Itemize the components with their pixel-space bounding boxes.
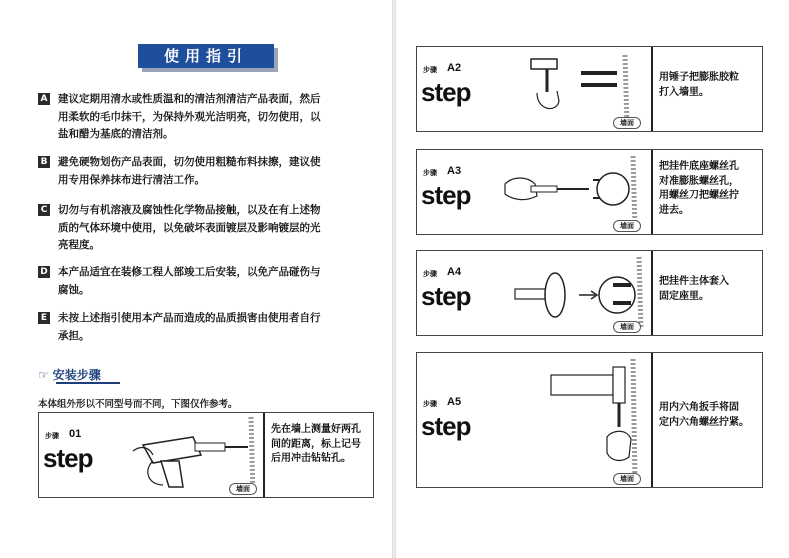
step-label bbox=[39, 413, 121, 497]
item-line: 用柔软的毛巾抹干，为保持外观光洁明亮，切勿使用，以 bbox=[58, 110, 321, 123]
desc-line: 把挂件主体套入 bbox=[659, 276, 729, 287]
step-description bbox=[651, 353, 762, 487]
step-mini-label: 步骤 bbox=[45, 432, 59, 440]
item-line: 腐蚀。 bbox=[58, 283, 90, 296]
item-line: 盐和醋为基底的清洁剂。 bbox=[58, 128, 174, 140]
desc-line: 固定座里。 bbox=[659, 290, 709, 302]
guideline-item-d bbox=[38, 264, 378, 299]
item-line: 未按上述指引使用本产品而造成的品质损害由使用者自行 bbox=[58, 312, 321, 324]
guideline-item-e bbox=[38, 310, 378, 345]
item-letter: E bbox=[38, 312, 50, 324]
desc-line: 定内六角螺丝拧紧。 bbox=[659, 416, 749, 428]
desc-line: 用螺丝刀把螺丝拧 bbox=[659, 190, 739, 201]
step-label bbox=[417, 251, 499, 335]
item-line: 质的气体环境中使用，以免破坏表面镀层及影响镀层的光 bbox=[58, 221, 321, 234]
heading-underline bbox=[56, 382, 120, 384]
step-word: step bbox=[421, 411, 471, 441]
desc-line: 间的距离，标上记号 bbox=[271, 438, 361, 450]
item-letter: C bbox=[38, 204, 50, 216]
item-line: 建议定期用清水或性质温和的清洁剂清洁产品表面，然后 bbox=[58, 93, 321, 105]
wall-label: 墙面 bbox=[613, 321, 641, 333]
step-mini-label: 步骤 bbox=[423, 66, 437, 74]
desc-line: 对准膨胀螺丝孔， bbox=[659, 175, 739, 187]
step-mini-label: 步骤 bbox=[423, 169, 437, 177]
step-number: A5 bbox=[447, 396, 462, 408]
desc-line: 用锤子把膨胀胶粒 bbox=[659, 72, 739, 83]
item-line: 本产品适宜在装修工程人部竣工后安装，以免产品碰伤与 bbox=[58, 266, 321, 278]
desc-line: 先在墙上测量好两孔 bbox=[271, 424, 361, 435]
item-line: 亮程度。 bbox=[58, 239, 100, 251]
wall-label: 墙面 bbox=[229, 483, 257, 495]
desc-line: 打入墙里。 bbox=[659, 86, 709, 98]
left-page bbox=[0, 0, 392, 558]
step-a3-box bbox=[416, 149, 763, 235]
step-number: 01 bbox=[69, 428, 82, 440]
step-a4-box bbox=[416, 250, 763, 336]
screwdriver-illustration bbox=[501, 154, 649, 230]
step-word: step bbox=[421, 180, 471, 210]
hex-key-illustration bbox=[547, 357, 651, 483]
desc-line: 后用冲击钻钻孔。 bbox=[271, 453, 351, 464]
step-word: step bbox=[421, 77, 471, 107]
step-word: step bbox=[43, 443, 93, 473]
page-title: 使用指引 bbox=[138, 44, 274, 68]
pointing-hand-icon: ☞ bbox=[38, 368, 49, 382]
wall-label: 墙面 bbox=[613, 220, 641, 232]
step-description bbox=[263, 413, 373, 497]
step-label bbox=[417, 150, 499, 234]
step-a2-box bbox=[416, 46, 763, 132]
step-description bbox=[651, 150, 762, 234]
right-page bbox=[396, 0, 789, 558]
step-number: A2 bbox=[447, 62, 462, 74]
step-word: step bbox=[421, 281, 471, 311]
wall-label: 墙面 bbox=[613, 117, 641, 129]
install-heading bbox=[38, 366, 101, 383]
install-note: 本体组外形以不同型号而不同，下图仅作参考。 bbox=[38, 399, 238, 410]
item-line: 避免硬物划伤产品表面，切勿使用粗糙布料抹擦，建议使 bbox=[58, 156, 321, 168]
step-label bbox=[417, 47, 499, 131]
desc-line: 把挂件底座螺丝孔 bbox=[659, 161, 739, 172]
step-description bbox=[651, 251, 762, 335]
item-letter: A bbox=[38, 93, 50, 105]
desc-line: 进去。 bbox=[659, 204, 689, 216]
step-mini-label: 步骤 bbox=[423, 400, 437, 408]
item-line: 承担。 bbox=[58, 329, 90, 342]
item-letter: D bbox=[38, 266, 50, 278]
guideline-item-a bbox=[38, 91, 378, 144]
step-01-box bbox=[38, 412, 374, 498]
step-a5-box bbox=[416, 352, 763, 488]
step-label bbox=[417, 353, 499, 487]
step-number: A3 bbox=[447, 165, 462, 177]
item-letter: B bbox=[38, 156, 50, 168]
step-mini-label: 步骤 bbox=[423, 270, 437, 278]
install-heading-text: 安装步骤 bbox=[52, 368, 101, 382]
guideline-item-b bbox=[38, 154, 378, 189]
wall-label: 墙面 bbox=[613, 473, 641, 485]
guideline-item-c bbox=[38, 202, 378, 255]
desc-line: 用内六角扳手将固 bbox=[659, 402, 739, 413]
item-line: 用专用保养抹布进行清洁工作。 bbox=[58, 173, 205, 186]
step-number: A4 bbox=[447, 266, 462, 278]
hammer-illustration bbox=[517, 53, 647, 127]
step-description bbox=[651, 47, 762, 131]
mount-illustration bbox=[509, 255, 649, 331]
item-line: 切勿与有机溶液及腐蚀性化学物品接触，以及在有上述物 bbox=[58, 204, 321, 216]
